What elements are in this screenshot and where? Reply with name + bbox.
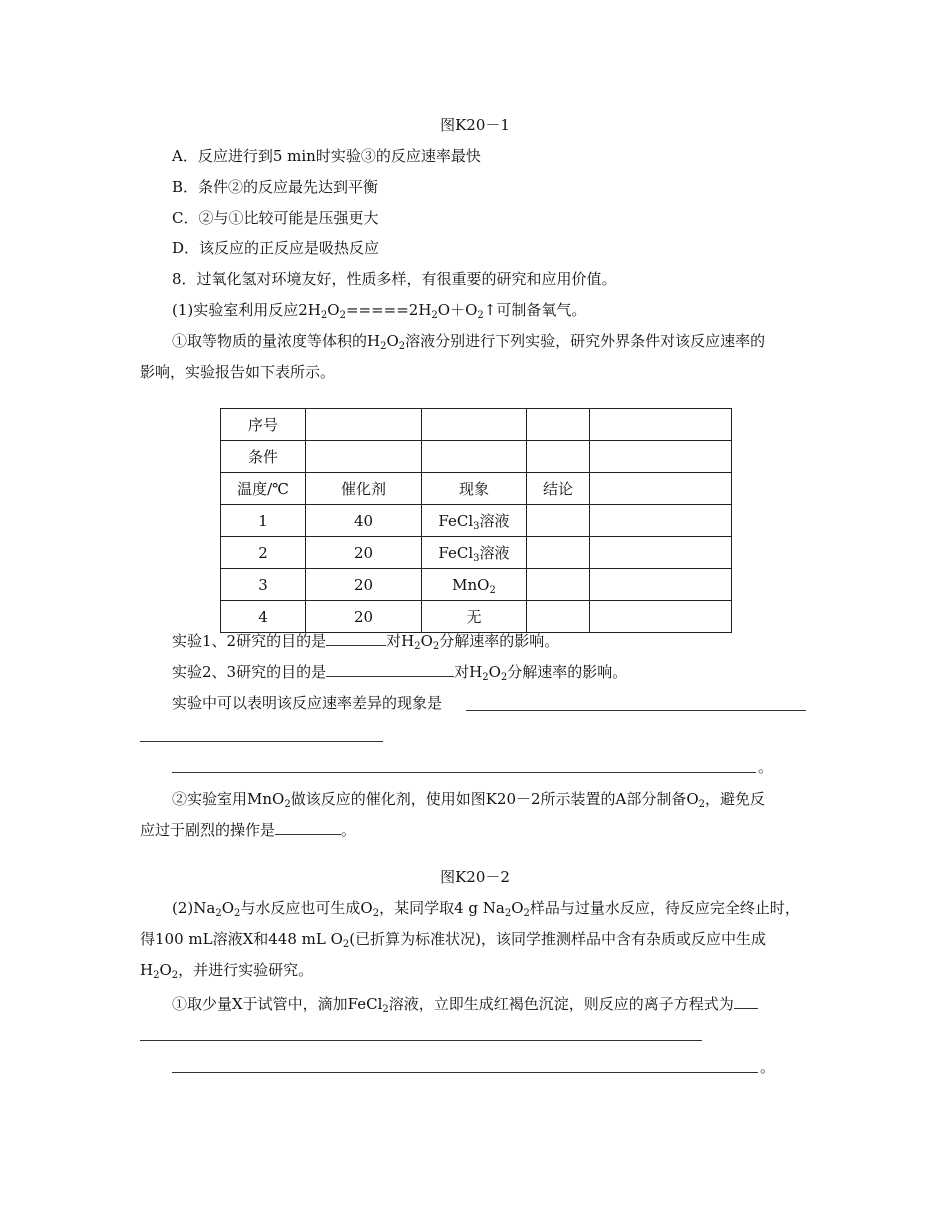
table-cell <box>527 409 590 441</box>
answer-blank <box>734 994 758 1009</box>
sub-question-2-line-1: ②实验室用MnO$_2$做该反应的催化剂，使用如图K20－2所示装置的A部分制备$O_2$，避免反 <box>172 790 766 810</box>
table-cell: 4 <box>221 601 306 633</box>
table-cell: 2 <box>221 537 306 569</box>
table-cell: 结论 <box>527 473 590 505</box>
table-row <box>221 409 732 441</box>
phenomenon-question: 实验中可以表明该反应速率差异的现象是 <box>172 694 443 712</box>
table-cell <box>527 505 590 537</box>
period-mark: 。 <box>758 758 774 776</box>
part-2-sub-question-1: ①取少量X于试管中，滴加FeCl$_2$溶液，立即生成红褐色沉淀，则反应的离子方程式为 <box>172 994 758 1014</box>
table-cell: 20 <box>306 569 422 601</box>
table-cell: FeCl$_3$溶液 <box>422 505 527 537</box>
option-c: C．②与①比较可能是压强更大 <box>172 209 379 227</box>
answer-blank <box>466 710 806 711</box>
table-cell: MnO$_2$ <box>422 569 527 601</box>
part-2-line-3: $H_2O_2$，并进行实验研究。 <box>140 961 314 981</box>
part-1-equation-line: (1)实验室利用反应$2H_2O_2=====2H_2O+O_2↑$可制备氧气。 <box>172 301 587 321</box>
part-2-line-2: 得100 mL溶液X和448 mL $O_2$(已折算为标准状况)，该同学推测样品中含有杂质或反应中生成 <box>140 930 767 950</box>
table-cell <box>422 441 527 473</box>
table-cell: 20 <box>306 601 422 633</box>
table-row <box>221 505 732 537</box>
figure-caption-k20-1: 图K20－1 <box>440 116 510 134</box>
table-cell: 3 <box>221 569 306 601</box>
table-cell <box>422 409 527 441</box>
table-cell <box>590 441 732 473</box>
sub-question-2-line-2: 应过于剧烈的操作是 。 <box>140 821 357 839</box>
table-cell <box>590 473 732 505</box>
table-cell: 现象 <box>422 473 527 505</box>
sub-question-1-line-1: ①取等物质的量浓度等体积的$H_2O_2$溶液分别进行下列实验，研究外界条件对该反应速率的 <box>172 332 766 352</box>
answer-blank <box>172 1072 758 1073</box>
sub-question-1-line-2: 影响，实验报告如下表所示。 <box>140 363 336 381</box>
question-8-intro: 8．过氧化氢对环境友好，性质多样，有很重要的研究和应用价值。 <box>172 270 617 288</box>
part-2-line-1: $(2)Na_2O_2$与水反应也可生成$O_2$，某同学取4 g $Na_2O_2$样品与过量水反应，待反应完全终止时， <box>172 899 800 919</box>
table-row <box>221 601 732 633</box>
table-cell: 催化剂 <box>306 473 422 505</box>
experiment-table <box>220 408 732 633</box>
table-cell: 序号 <box>221 409 306 441</box>
table-cell: 无 <box>422 601 527 633</box>
table-cell: 20 <box>306 537 422 569</box>
table-cell <box>527 569 590 601</box>
table-cell <box>306 441 422 473</box>
figure-caption-k20-2: 图K20－2 <box>440 868 510 886</box>
answer-blank <box>172 772 756 773</box>
experiment-1-2-purpose: 实验1、2研究的目的是 对$H_2O_2$分解速率的影响。 <box>172 632 560 652</box>
table-row <box>221 473 732 505</box>
table-cell: FeCl$_3$溶液 <box>422 537 527 569</box>
table-cell <box>527 537 590 569</box>
answer-blank <box>326 631 386 646</box>
option-b: B．条件②的反应最先达到平衡 <box>172 178 379 196</box>
table-row <box>221 441 732 473</box>
option-a: A．反应进行到5 min时实验③的反应速率最快 <box>172 147 481 165</box>
answer-blank <box>140 1040 702 1041</box>
answer-blank <box>275 820 341 835</box>
table-cell <box>306 409 422 441</box>
period-mark: 。 <box>760 1058 776 1076</box>
answer-blank <box>326 662 454 677</box>
table-cell <box>527 601 590 633</box>
table-cell <box>590 601 732 633</box>
option-d: D．该反应的正反应是吸热反应 <box>172 239 380 257</box>
experiment-2-3-purpose: 实验2、3研究的目的是 对$H_2O_2$分解速率的影响。 <box>172 663 628 683</box>
table-cell <box>590 537 732 569</box>
table-cell: 温度/℃ <box>221 473 306 505</box>
table-cell: 40 <box>306 505 422 537</box>
table-cell: 条件 <box>221 441 306 473</box>
table-cell <box>590 409 732 441</box>
answer-blank <box>140 741 383 742</box>
table-cell <box>590 569 732 601</box>
table-cell: 1 <box>221 505 306 537</box>
table-row <box>221 537 732 569</box>
table-row <box>221 569 732 601</box>
table-cell <box>590 505 732 537</box>
table-cell <box>527 441 590 473</box>
